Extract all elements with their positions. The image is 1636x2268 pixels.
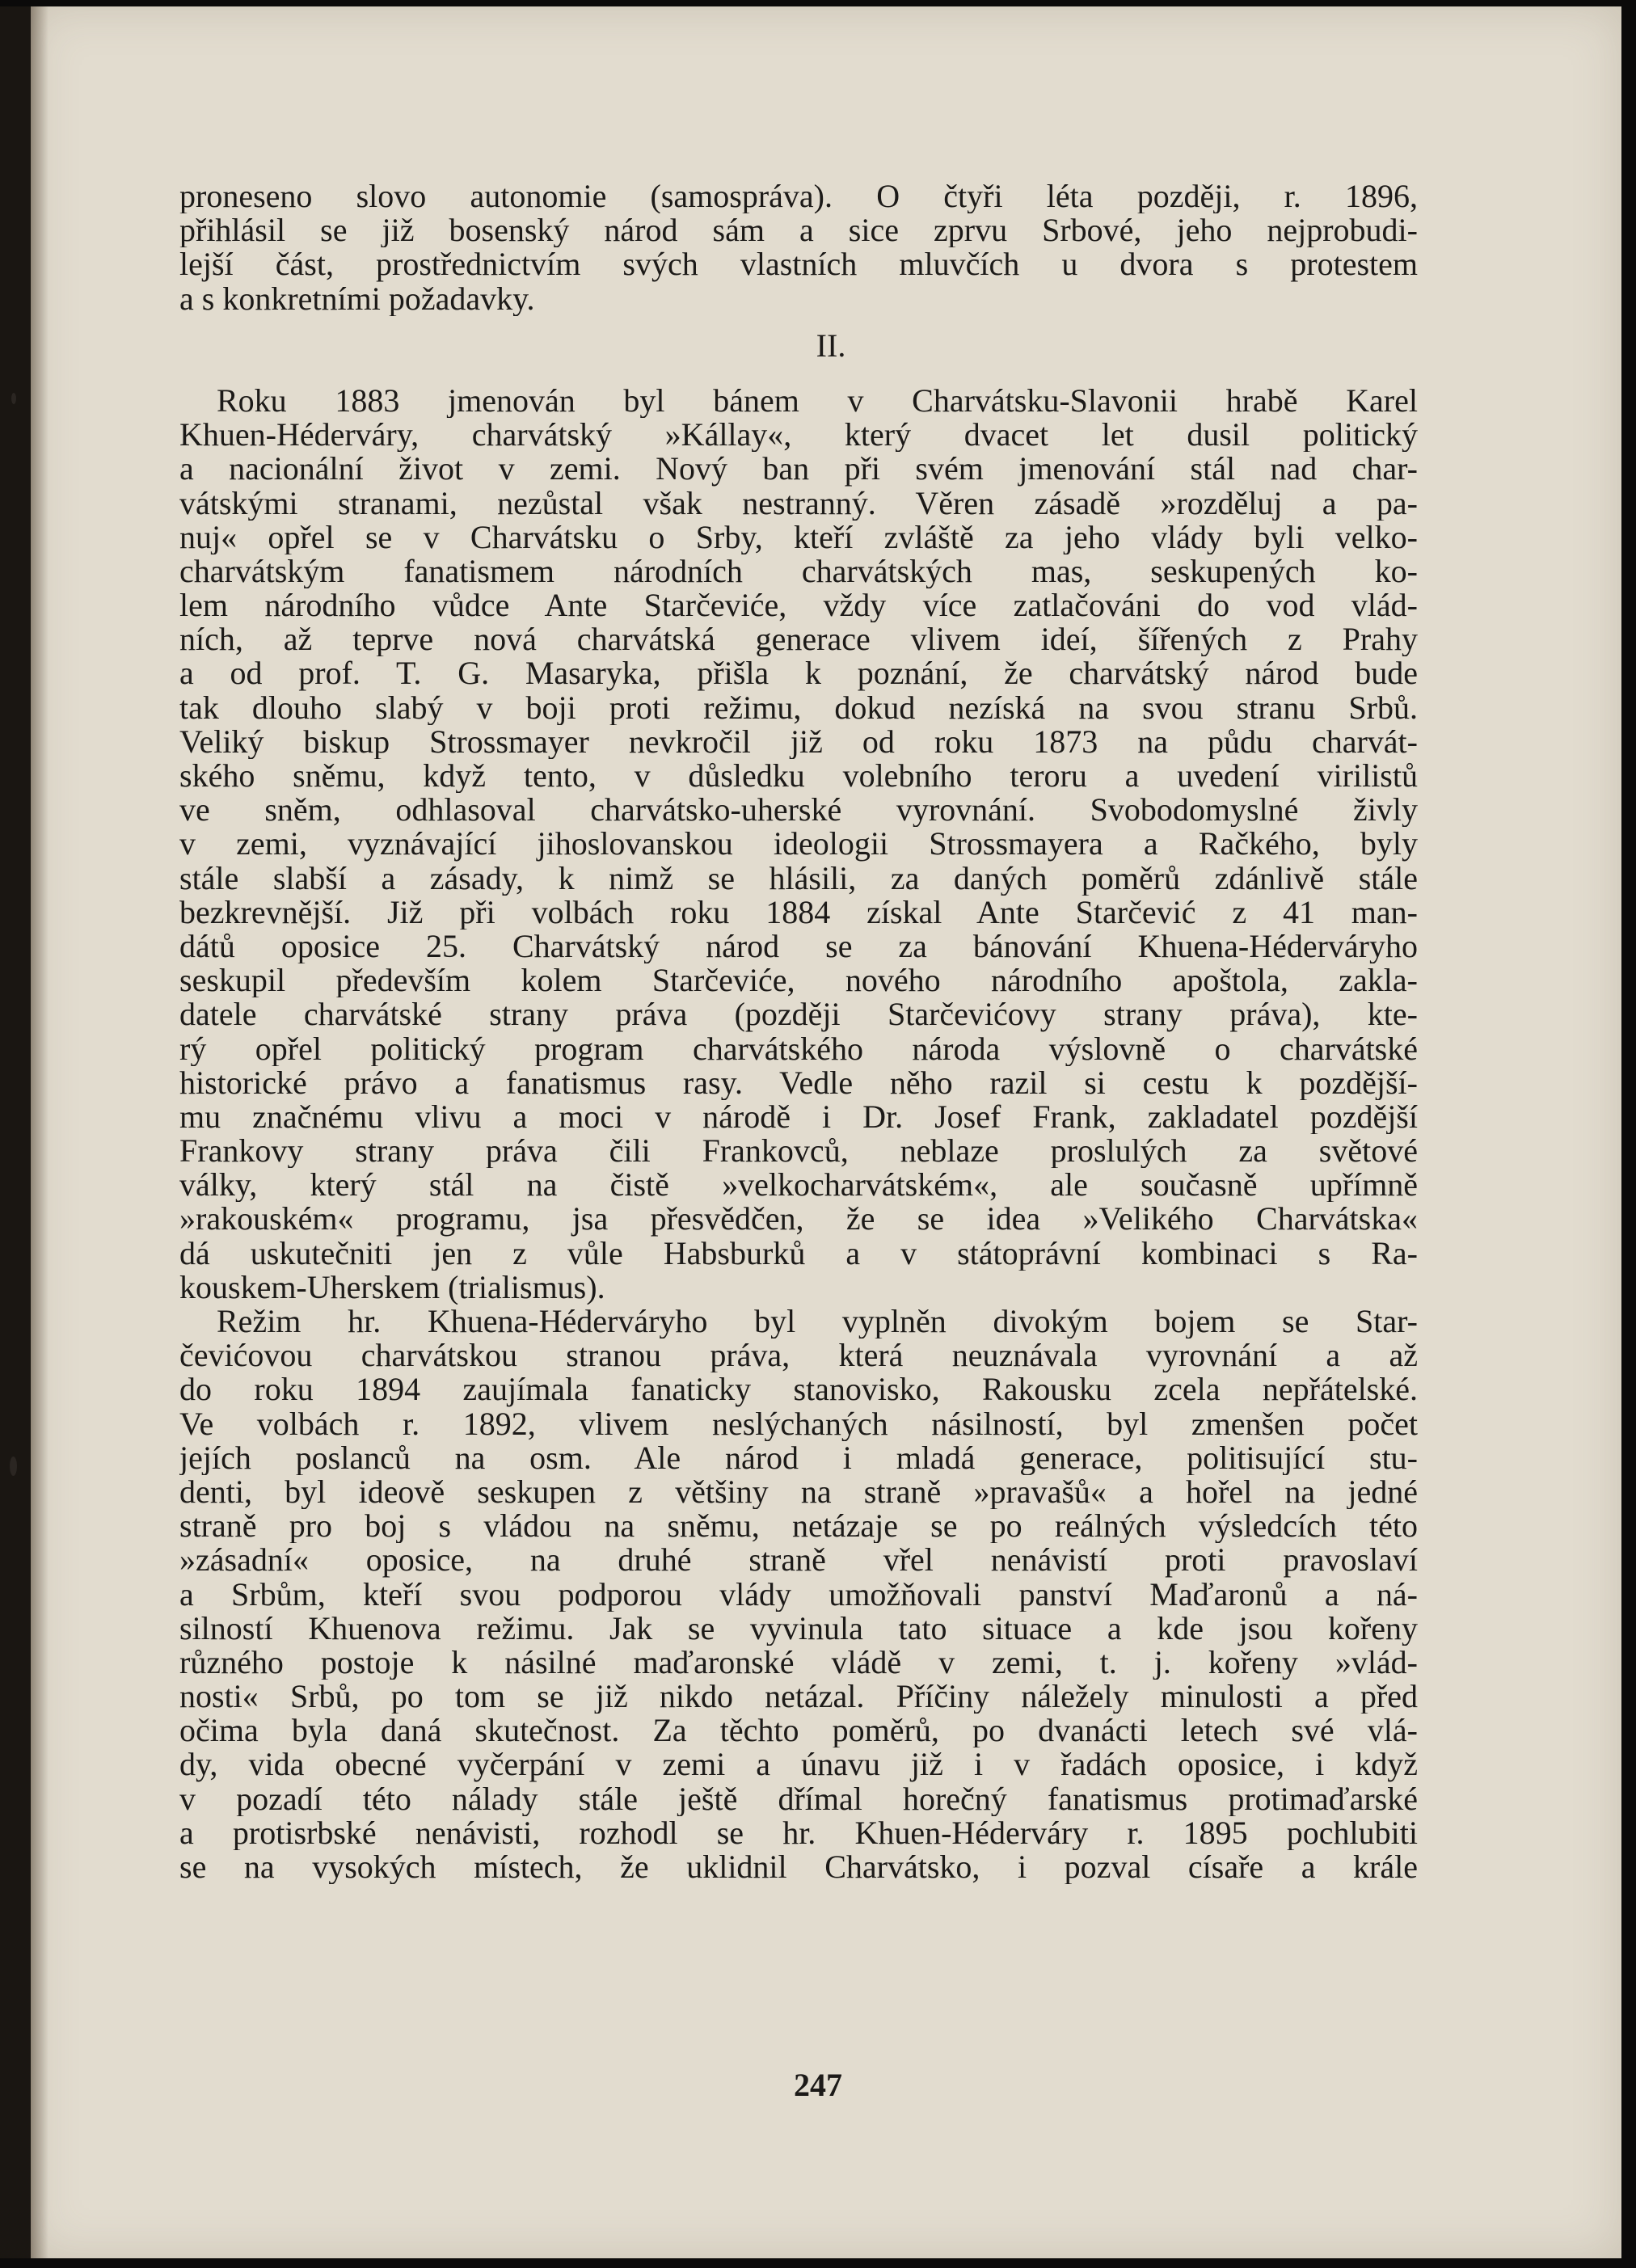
text-line: a protisrbské nenávisti, rozhodl se hr. Khuen-Héderváry r. 1895 pochlubiti <box>179 1815 1418 1850</box>
text-line: Ve volbách r. 1892, vlivem neslýchaných násilností, byl zmenšen počet <box>179 1406 1418 1441</box>
paragraph-1 <box>179 384 1418 1305</box>
text-line: nosti« Srbů, po tom se již nikdo netázal. Příčiny náležely minulosti a před <box>179 1680 1418 1714</box>
text-line: a od prof. T. G. Masaryka, přišla k poznání, že charvátský národ bude <box>179 656 1418 691</box>
text-line: nuj« opřel se v Charvátsku o Srby, kteří zvláště za jeho vlády byli velko- <box>179 520 1418 554</box>
text-line: dá uskutečniti jen z vůle Habsburků a v státoprávní kombinaci s Ra- <box>179 1236 1418 1271</box>
text-line: Veliký biskup Strossmayer nevkročil již od roku 1873 na půdu charvát- <box>179 724 1418 759</box>
text-line: různého postoje k násilné maďaronské vládě v zemi, t. j. kořeny »vlád- <box>179 1645 1418 1680</box>
text-line: datele charvátské strany práva (později Starčevićovy strany práva), kte- <box>179 997 1418 1032</box>
paragraph-2 <box>179 1305 1418 1884</box>
text-line: války, který stál na čistě »velkocharvátském«, ale současně upřímně <box>179 1168 1418 1203</box>
text-line: a Srbům, kteří svou podporou vlády umožňovali panství Maďaronů a ná- <box>179 1577 1418 1612</box>
text-line: ních, až teprve nová charvátská generace vlivem ideí, šířených z Prahy <box>179 622 1418 657</box>
binding-shadow <box>31 6 48 2258</box>
text-line: v zemi, vyznávající jihoslovanskou ideologii Strossmayera a Račkého, byly <box>179 827 1418 862</box>
text-line: tak dlouho slabý v boji proti režimu, dokud nezíská na svou stranu Srbů. <box>179 690 1418 725</box>
ink-mark-bottom <box>10 1456 17 1476</box>
text-line: přihlásil se již bosenský národ sám a sice zprvu Srbové, jeho nejprobudi- <box>179 213 1418 248</box>
text-line: ského sněmu, když tento, v důsledku volebního teroru a uvedení virilistů <box>179 759 1418 794</box>
text-line: straně pro boj s vládou na sněmu, netázaje se po reálných výsledcích této <box>179 1509 1418 1544</box>
text-line: Khuen-Héderváry, charvátský »Kállay«, který dvacet let dusil politický <box>179 418 1418 453</box>
text-line: ve sněm, odhlasoval charvátsko-uherské vyrovnání. Svobodomyslné živly <box>179 793 1418 828</box>
scan-left-edge <box>0 6 31 2258</box>
page-text <box>179 179 1418 1884</box>
text-line: rý opřel politický program charvátského národa výslovně o charvátské <box>179 1031 1418 1066</box>
text-line: Režim hr. Khuena-Héderváryho byl vyplněn divokým bojem se Star- <box>217 1305 1418 1339</box>
text-line: dy, vida obecné vyčerpání v zemi a únavu již i v řadách oposice, i když <box>179 1747 1418 1782</box>
text-line: stále slabší a zásady, k nimž se hlásili, za daných poměrů zdánlivě stále <box>179 861 1418 896</box>
text-line: a s konkretními požadavky. <box>179 281 535 316</box>
text-line: mu značnému vlivu a moci v národě i Dr. Josef Frank, zakladatel pozdější <box>179 1099 1418 1135</box>
text-line: dátů oposice 25. Charvátský národ se za bánování Khuena-Héderváryho <box>179 929 1418 964</box>
text-line: Frankovy strany práva čili Frankovců, neblaze proslulých za světové <box>179 1134 1418 1169</box>
text-line: jejích poslanců na osm. Ale národ i mladá generace, politisující stu- <box>179 1440 1418 1475</box>
text-line: a nacionální život v zemi. Nový ban při svém jmenování stál nad char- <box>179 452 1418 487</box>
text-line: proneseno slovo autonomie (samospráva). O čtyři léta později, r. 1896, <box>179 179 1418 214</box>
text-line: vátskými stranami, nezůstal však nestranný. Věren zásadě »rozděluj a pa- <box>179 486 1418 521</box>
text-line: očima byla daná skutečnost. Za těchto poměrů, po dvanácti letech své vlá- <box>179 1714 1418 1748</box>
text-line: lejší část, prostřednictvím svých vlastních mluvčích u dvora s protestem <box>179 247 1418 282</box>
text-line: v pozadí této nálady stále ještě dřímal horečný fanatismus protimaďarské <box>179 1781 1418 1816</box>
text-line: čevićovou charvátskou stranou práva, která neuznávala vyrovnání a až <box>179 1338 1418 1373</box>
ink-mark-top <box>11 393 16 404</box>
text-line: charvátským fanatismem národních charvátských mas, seskupených ko- <box>179 554 1418 589</box>
text-line: lem národního vůdce Ante Starčeviće, vždy více zatlačováni do vod vlád- <box>179 588 1418 623</box>
text-line: historické právo a fanatismus rasy. Vedle něho razil si cestu k pozdější- <box>179 1065 1418 1100</box>
section-heading: II. <box>816 327 846 364</box>
text-line: »zásadní« oposice, na druhé straně vřel nenávistí proti pravoslaví <box>179 1543 1418 1578</box>
text-line: kouskem-Uherskem (trialismus). <box>179 1270 605 1305</box>
text-line: silností Khuenova režimu. Jak se vyvinula tato situace a kde jsou kořeny <box>179 1611 1418 1646</box>
text-line: Roku 1883 jmenován byl bánem v Charvátsku-Slavonii hrabě Karel <box>217 383 1418 419</box>
text-line: se na vysokých místech, že uklidnil Charvátsko, i pozval císaře a krále <box>179 1850 1418 1885</box>
text-line: »rakouském« programu, jsa přesvědčen, že se idea »Velikého Charvátska« <box>179 1202 1418 1237</box>
text-line: do roku 1894 zaujímala fanaticky stanovisko, Rakousku zcela nepřátelské. <box>179 1372 1418 1407</box>
text-line: denti, byl ideově seskupen z většiny na straně »pravašů« a hořel na jedné <box>179 1474 1418 1510</box>
text-line: bezkrevnější. Již při volbách roku 1884 získal Ante Starčević z 41 man- <box>179 895 1418 930</box>
page-number: 247 <box>794 2067 842 2103</box>
intro-paragraph <box>179 179 1418 316</box>
text-line: seskupil především kolem Starčeviće, nového národního apoštola, zakla- <box>179 963 1418 998</box>
